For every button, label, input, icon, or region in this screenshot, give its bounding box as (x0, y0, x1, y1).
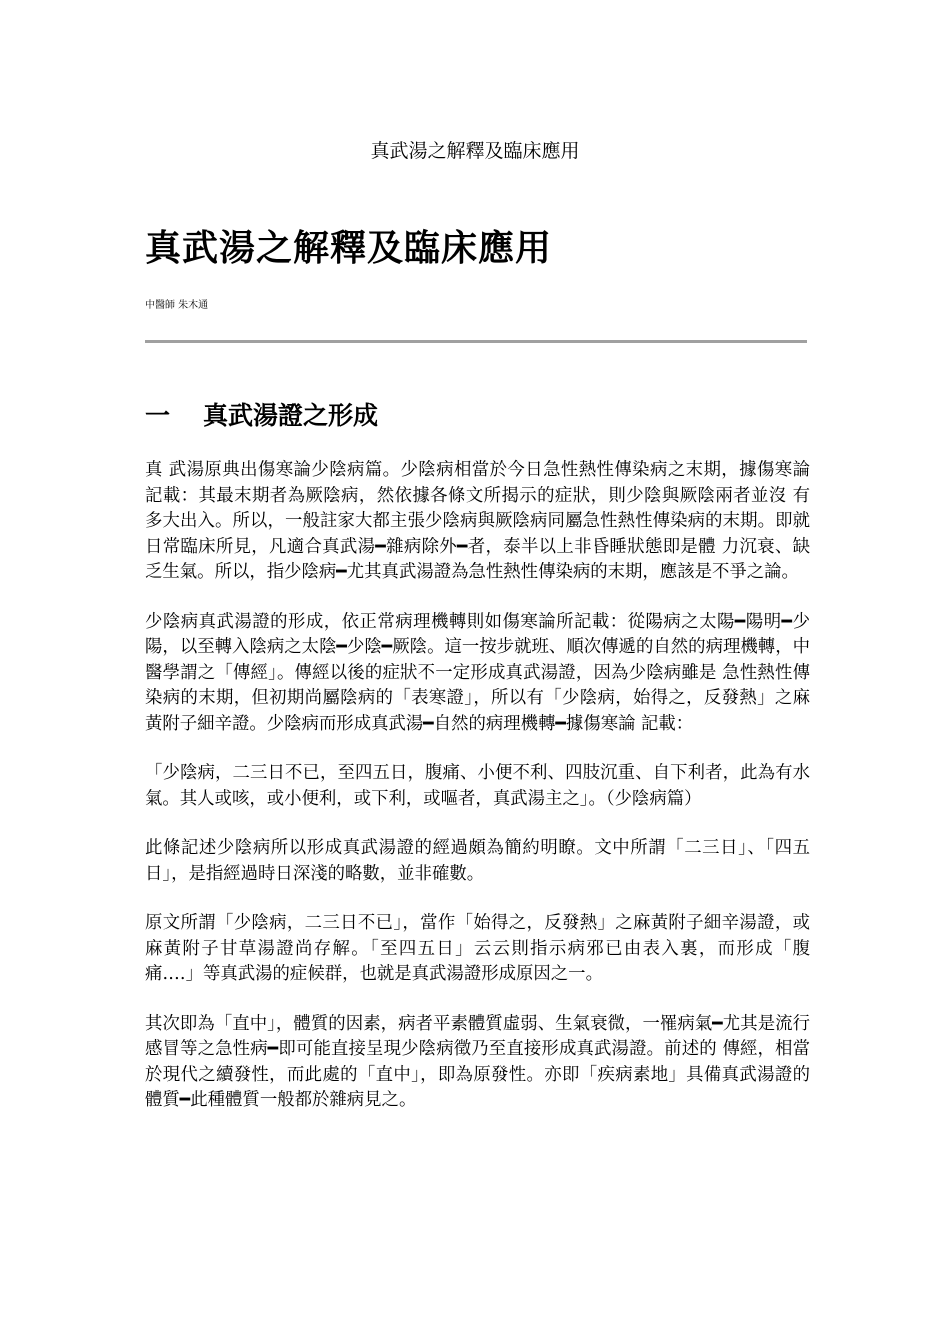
paragraph: 其次即為「直中」，體質的因素，病者平素體質虛弱、生氣衰微，一罹病氣━尤其是流行感冒等之急性病━即可能直接呈現少陰病徵乃至直接形成真武湯證。前述的 傳經，相當於現代之續發性，而此處的「直中」，即為原發性。亦即「疾病素地」具備真武湯證的體質━此種體質一般都於雜病見之。 (145, 1013, 810, 1110)
paragraph: 少陰病真武湯證的形成，依正常病理機轉則如傷寒論所記載：從陽病之太陽━陽明━少 陽，以至轉入陰病之太陰━少陰━厥陰。這一按步就班、順次傳遞的自然的病理機轉，中醫學謂之「傳經」。傳經以後的症狀不一定形成真武湯證，因為少陰病雖是 急性熱性傳染病的末期，但初期尚屬陰病的「表寒證」，所以有「少陰病，始得之，反發熱」之麻黃附子細辛證。少陰病而形成真武湯━自然的病理機轉━據傷寒論 記載： (145, 611, 810, 734)
paragraph: 此條記述少陰病所以形成真武湯證的經過頗為簡約明瞭。文中所謂「二三日」、「四五日」，是指經過時日深淺的略數，並非確數。 (145, 838, 810, 884)
section-number: 一 (145, 401, 171, 430)
body-text (145, 458, 810, 1138)
running-header: 真武湯之解釋及臨床應用 (370, 140, 580, 162)
paragraph: 原文所謂「少陰病，二三日不已」，當作「始得之，反發熱」之麻黃附子細辛湯證，或麻黃附子甘草湯證尚存解。「至四五日」云云則指示病邪已由表入裏，而形成「腹痛‥‥」等真武湯的症候群，也就是真武湯證形成原因之一。 (145, 913, 810, 984)
section-heading (145, 397, 378, 435)
paragraph: 真 武湯原典出傷寒論少陰病篇。少陰病相當於今日急性熱性傳染病之末期，據傷寒論記載：其最末期者為厥陰病，然依據各條文所揭示的症狀，則少陰與厥陰兩者並沒 有多大出入。所以，一般註家大都主張少陰病與厥陰病同屬急性熱性傳染病的末期。即就日常臨床所見，凡適合真武湯━雜病除外━者，泰半以上非昏睡狀態即是體 力沉衰、缺乏生氣。所以，指少陰病━尤其真武湯證為急性熱性傳染病的末期，應該是不爭之論。 (145, 460, 810, 582)
document-title: 真武湯之解釋及臨床應用 (145, 228, 553, 269)
author-line: 中醫師 朱木通 (145, 300, 209, 311)
section-title: 真武湯證之形成 (203, 401, 379, 430)
horizontal-divider (145, 340, 807, 343)
quoted-passage: 「少陰病，二三日不已，至四五日，腹痛、小便不利、四肢沉重、自下利者，此為有水氣。其人或咳，或小便利，或下利，或嘔者，真武湯主之」。（少陰病篇） (145, 763, 810, 809)
